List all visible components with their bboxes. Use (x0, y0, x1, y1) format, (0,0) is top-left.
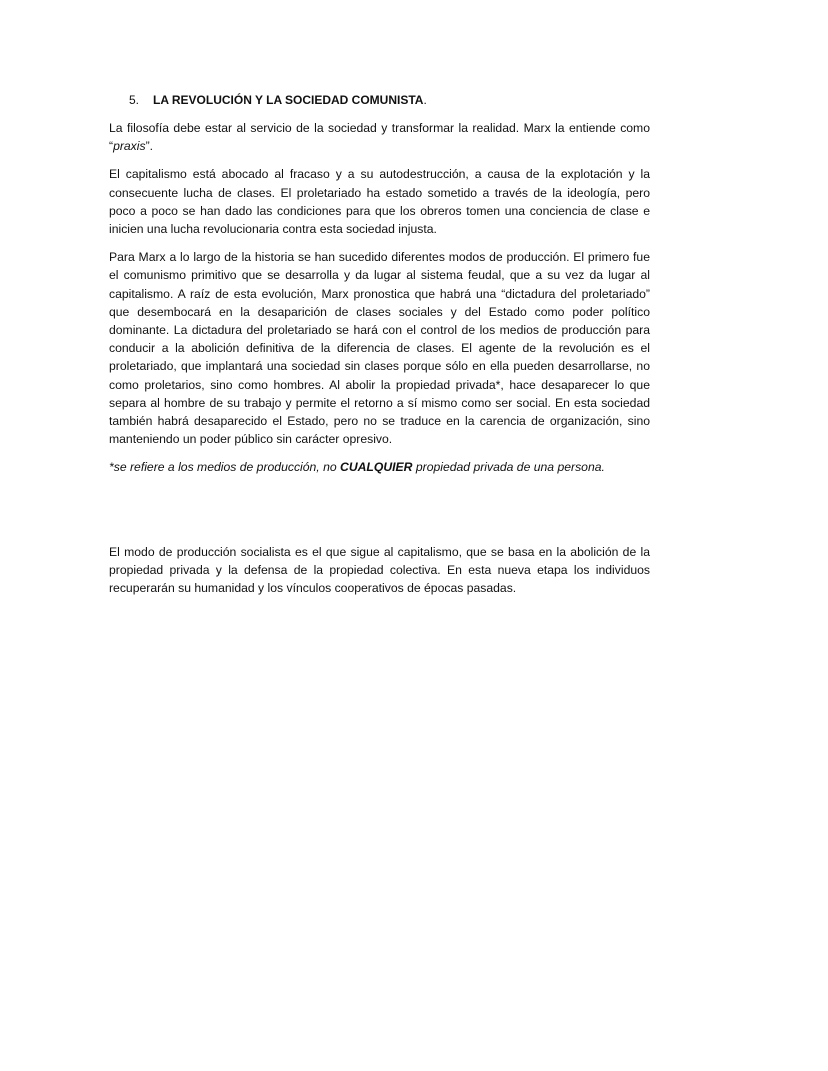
footnote-end: propiedad privada de una persona. (412, 460, 605, 475)
document-page (109, 92, 650, 607)
paragraph-praxis-text: La filosofía debe estar al servicio de la sociedad y transformar la realidad. Marx la entiende como “ (109, 121, 650, 154)
paragraph-praxis (109, 119, 650, 155)
section-heading (129, 92, 650, 109)
paragraph-socialist-mode: El modo de producción socialista es el que sigue al capitalismo, que se basa en la abolición de la propiedad privada y la defensa de la propiedad colectiva. En esta nueva etapa los individuos recuperarán su humanidad y los vínculos cooperativos de épocas pasadas. (109, 544, 650, 596)
section-title-suffix: . (423, 93, 427, 107)
praxis-term: praxis (113, 139, 146, 154)
spacer (109, 487, 650, 543)
footnote-emphasis: CUALQUIER (340, 460, 413, 475)
section-number: 5. (129, 93, 140, 107)
section-title: LA REVOLUCIÓN Y LA SOCIEDAD COMUNISTA (153, 93, 424, 107)
footnote-text: *se refiere a los medios de producción, no (109, 460, 341, 475)
footnote (109, 458, 650, 476)
paragraph-capitalism: El capitalismo está abocado al fracaso y a su autodestrucción, a causa de la explotación y la consecuente lucha de clases. El proletariado ha estado sometido a través de la ideología, pero poco a poco se han dado las condiciones para que los obreros tomen una conciencia de clase e inicien una lucha revolucionaria contra esta sociedad injusta. (109, 167, 650, 237)
paragraph-praxis-end: ”. (145, 139, 154, 154)
paragraph-marx-history: Para Marx a lo largo de la historia se han sucedido diferentes modos de producción. El primero fue el comunismo primitivo que se desarrolla y da lugar al sistema feudal, que a su vez da lugar al capitalismo. A raíz de esta evolución, Marx pronostica que habrá una “dictadura del proletariado” que desembocará en la desaparición de clases sociales y del Estado como poder político dominante. La dictadura del proletariado se hará con el control de los medios de producción para conducir a la abolición definitiva de la diferencia de clases. El agente de la revolución es el proletariado, que implantará una sociedad sin clases porque sólo en ella pueden desarrollarse, no como proletarios, sino como hombres. Al abolir la propiedad privada*, hace desaparecer lo que separa al hombre de su trabajo y permite el retorno a sí mismo como ser social. En esta sociedad también habrá desaparecido el Estado, pero no se traduce en la carencia de organización, sino manteniendo un poder público sin carácter opresivo. (109, 250, 650, 447)
